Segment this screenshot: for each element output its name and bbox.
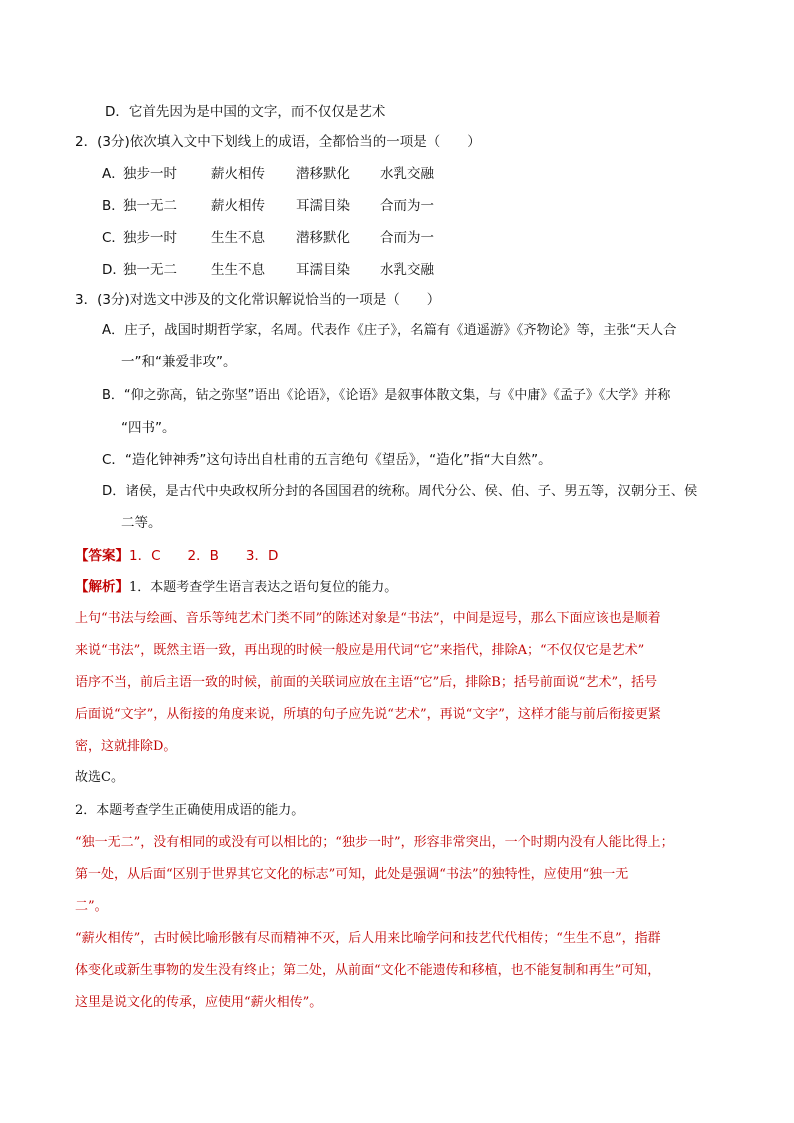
option-letter: C． [102, 230, 125, 246]
analysis-p2-line: 第一处，从后面“区别于世界其它文化的标志”可知，此处是强调“书法”的独特性，应使用“独一无 [75, 867, 629, 882]
option-idiom: 耳濡目染 [296, 198, 350, 214]
option-idiom: 独步一时 [123, 166, 177, 182]
q3-stem: 3．(3分)对选文中涉及的文化常识解说恰当的一项是（ ） [75, 292, 441, 308]
option-idiom: 独一无二 [123, 198, 177, 214]
q3-option-d-line2: 二等。 [121, 515, 162, 531]
analysis-p1-line: 密，这就排除D。 [75, 739, 177, 754]
answer-line [75, 546, 278, 566]
q2-stem: 2．(3分)依次填入文中下划线上的成语，全都恰当的一项是（ ） [75, 134, 481, 150]
option-idiom: 合而为一 [380, 230, 434, 246]
analysis-intro-2: 2．本题考查学生正确使用成语的能力。 [75, 803, 305, 818]
analysis-p2-line: “独一无二”，没有相同的或没有可以相比的；“独步一时”，形容非常突出，一个时期内没有人能比得上； [75, 835, 674, 850]
option-letter: A． [102, 166, 125, 182]
analysis-p1-line: 语序不当，前后主语一致的时候，前面的关联词应放在主语“它”后，排除B；括号前面说“艺术”，括号 [75, 675, 658, 690]
option-idiom: 生生不息 [211, 262, 265, 278]
analysis-p1-line: 上句“书法与绘画、音乐等纯艺术门类不同”的陈述对象是“书法”，中间是逗号，那么下面应该也是顺着 [75, 611, 661, 626]
answer-label: 【答案】 [75, 548, 129, 564]
analysis-p3-line: “薪火相传”，古时候比喻形骸有尽而精神不灭，后人用来比喻学问和技艺代代相传；“生生不息”，指群 [75, 931, 661, 946]
option-idiom: 独步一时 [123, 230, 177, 246]
option-idiom: 水乳交融 [380, 166, 434, 182]
option-letter: D． [102, 262, 126, 278]
answer-text: 1．C 2．B 3．D [129, 548, 279, 564]
option-idiom: 耳濡目染 [296, 262, 350, 278]
option-idiom: 薪火相传 [211, 166, 265, 182]
q3-option-b-line2: “四书”。 [121, 420, 176, 436]
q3-option-c: C．“造化钟神秀”这句诗出自杜甫的五言绝句《望岳》，“造化”指“大自然”。 [102, 452, 552, 468]
q1-option-d: D．它首先因为是中国的文字，而不仅仅是艺术 [105, 104, 386, 120]
option-idiom: 生生不息 [211, 230, 265, 246]
analysis-p1-line: 后面说“文字”，从衔接的角度来说，所填的句子应先说“艺术”，再说“文字”，这样才能与前后衔接更紧 [75, 707, 661, 722]
option-idiom: 薪火相传 [211, 198, 265, 214]
analysis-conclusion: 故选C。 [75, 770, 124, 785]
option-idiom: 潜移默化 [296, 230, 350, 246]
analysis-p3-line: 这里是说文化的传承，应使用“薪火相传”。 [75, 995, 323, 1010]
analysis-label: 【解析】 [75, 579, 129, 595]
analysis-p3-line: 体变化或新生事物的发生没有终止；第二处，从前面“文化不能遗传和移植，也不能复制和再生”可知， [75, 963, 661, 978]
q3-option-b-line1: B．“仰之弥高，钻之弥坚”语出《论语》，《论语》是叙事体散文集，与《中庸》《孟子》《大学》并称 [102, 388, 671, 403]
analysis-intro-1: 1．本题考查学生语言表达之语句复位的能力。 [129, 580, 398, 595]
q3-option-d-line1: D．诸侯，是古代中央政权所分封的各国国君的统称。周代分公、侯、伯、子、男五等，汉朝分王、侯 [102, 484, 698, 499]
q3-option-a-line1: A．庄子，战国时期哲学家，名周。代表作《庄子》，名篇有《逍遥游》《齐物论》等，主张“天人合 [102, 323, 677, 338]
analysis-p1-line: 来说“书法”，既然主语一致，再出现的时候一般应是用代词“它”来指代，排除A；“不仅仅它是艺术” [75, 643, 645, 658]
option-idiom: 独一无二 [123, 262, 177, 278]
q3-option-a-line2: 一”和“兼爱非攻”。 [121, 354, 237, 370]
option-letter: B． [102, 198, 125, 214]
option-idiom: 合而为一 [380, 198, 434, 214]
option-idiom: 潜移默化 [296, 166, 350, 182]
analysis-p2-line: 二”。 [75, 899, 108, 914]
option-idiom: 水乳交融 [380, 262, 434, 278]
analysis-line [75, 577, 397, 598]
